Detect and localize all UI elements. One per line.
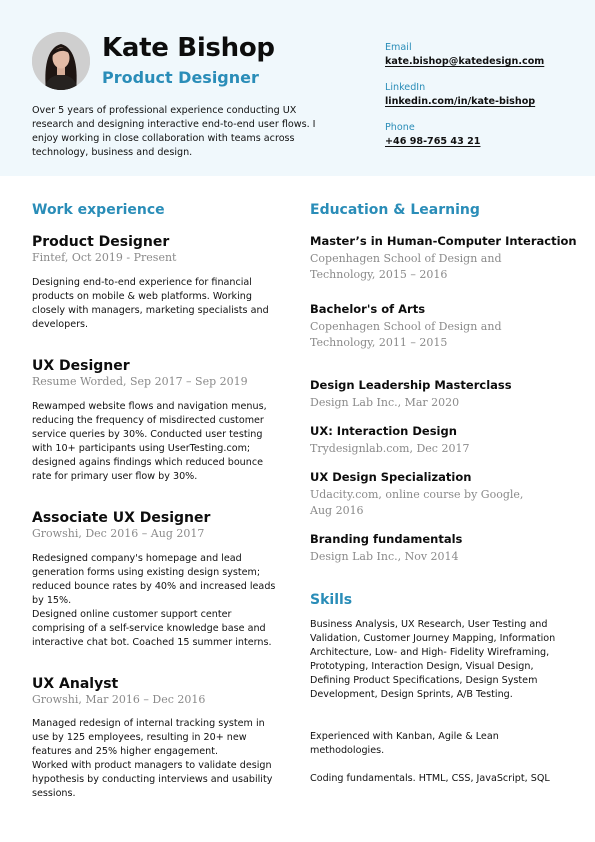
contact-email xyxy=(385,41,585,69)
profile-summary: Over 5 years of professional experience conducting UX research and designing interactive end-to-end user flows. I enjoy working in close collaboration with teams across technology, business and design. xyxy=(32,105,316,158)
job-title: UX Designer xyxy=(32,358,130,374)
skills-text: Business Analysis, UX Research, User Testing and Validation, Customer Journey Mapping, Information Architecture, Low- and High- Fidelity Wireframing, Prototyping, Interaction Design, Visual Design, Defining Product Specifications, Design System Development, Design Sprints, A/B Testing. xyxy=(310,619,556,700)
skills-heading: Skills xyxy=(310,592,353,608)
job-description-text: Managed redesign of internal tracking system in use by 125 employees, resulting in 20+ new features and 25% higher engagement. xyxy=(32,718,265,757)
education-meta: Trydesignlab.com, Dec 2017 xyxy=(310,442,470,455)
work-experience-heading: Work experience xyxy=(32,202,165,218)
linkedin-label: LinkedIn xyxy=(385,82,426,93)
education-meta: Design Lab Inc., Mar 2020 xyxy=(310,396,460,409)
job-title: Associate UX Designer xyxy=(32,510,211,526)
job-description-text: Rewamped website flows and navigation menus, reducing the frequency of misdirected customer service queries by 30%. Conducted user testing with 10+ participants using UserTesting.com; designed agains findings which reduced bounce rate for primary user flow by 30%. xyxy=(32,401,267,482)
job-meta: Resume Worded, Sep 2017 – Sep 2019 xyxy=(32,375,248,388)
job-description xyxy=(32,400,284,484)
phone-link[interactable]: +46 98-765 43 21 xyxy=(385,136,481,147)
education-title: Branding fundamentals xyxy=(310,532,463,546)
person-name: Kate Bishop xyxy=(102,33,275,63)
education-meta: Design Lab Inc., Nov 2014 xyxy=(310,550,459,563)
job-description-text: Redesigned company's homepage and lead generation forms using existing design system; reduced bounce rates by 40% and increased leads by 15%. xyxy=(32,553,276,606)
contact-linkedin xyxy=(385,81,585,109)
job-meta: Growshi, Dec 2016 – Aug 2017 xyxy=(32,527,205,540)
job-description xyxy=(32,552,284,650)
email-link[interactable]: kate.bishop@katedesign.com xyxy=(385,56,545,67)
education-title: Master’s in Human-Computer Interaction xyxy=(310,234,577,248)
contact-phone xyxy=(385,121,585,149)
education-heading: Education & Learning xyxy=(310,202,480,218)
skills-text: Coding fundamentals. HTML, CSS, JavaScript, SQL xyxy=(310,773,550,784)
email-label: Email xyxy=(385,42,412,53)
education-title: UX: Interaction Design xyxy=(310,424,457,438)
resume-header xyxy=(0,0,595,176)
skills-text: Experienced with Kanban, Agile & Lean methodologies. xyxy=(310,731,499,756)
education-title: UX Design Specialization xyxy=(310,470,472,484)
job-meta: Fintef, Oct 2019 - Present xyxy=(32,251,177,264)
profile-photo-icon xyxy=(32,32,90,90)
job-description-text: Designed online customer support center comprising of a self-service knowledge base and interactive chat bot. Coached 15 summer interns. xyxy=(32,609,272,648)
education-meta: Copenhagen School of Design and Technology, 2015 – 2016 xyxy=(310,252,502,281)
education-title: Design Leadership Masterclass xyxy=(310,378,512,392)
job-title: Product Designer xyxy=(32,234,170,250)
avatar xyxy=(32,32,90,90)
phone-label: Phone xyxy=(385,122,415,133)
job-description xyxy=(32,717,284,801)
job-title: UX Analyst xyxy=(32,676,119,692)
job-meta: Growshi, Mar 2016 – Dec 2016 xyxy=(32,693,206,706)
job-description xyxy=(32,276,284,332)
job-description-text: Designing end-to-end experience for financial products on mobile & web platforms. Working closely with managers, marketing specialists and developers. xyxy=(32,277,269,330)
job-description-text: Worked with product managers to validate design hypothesis by conducting interviews and usability sessions. xyxy=(32,760,273,799)
education-title: Bachelor's of Arts xyxy=(310,302,426,316)
linkedin-link[interactable]: linkedin.com/in/kate-bishop xyxy=(385,96,536,107)
education-meta: Udacity.com, online course by Google, Aug 2016 xyxy=(310,488,524,517)
education-meta: Copenhagen School of Design and Technology, 2011 – 2015 xyxy=(310,320,502,349)
job-role: Product Designer xyxy=(102,68,259,87)
